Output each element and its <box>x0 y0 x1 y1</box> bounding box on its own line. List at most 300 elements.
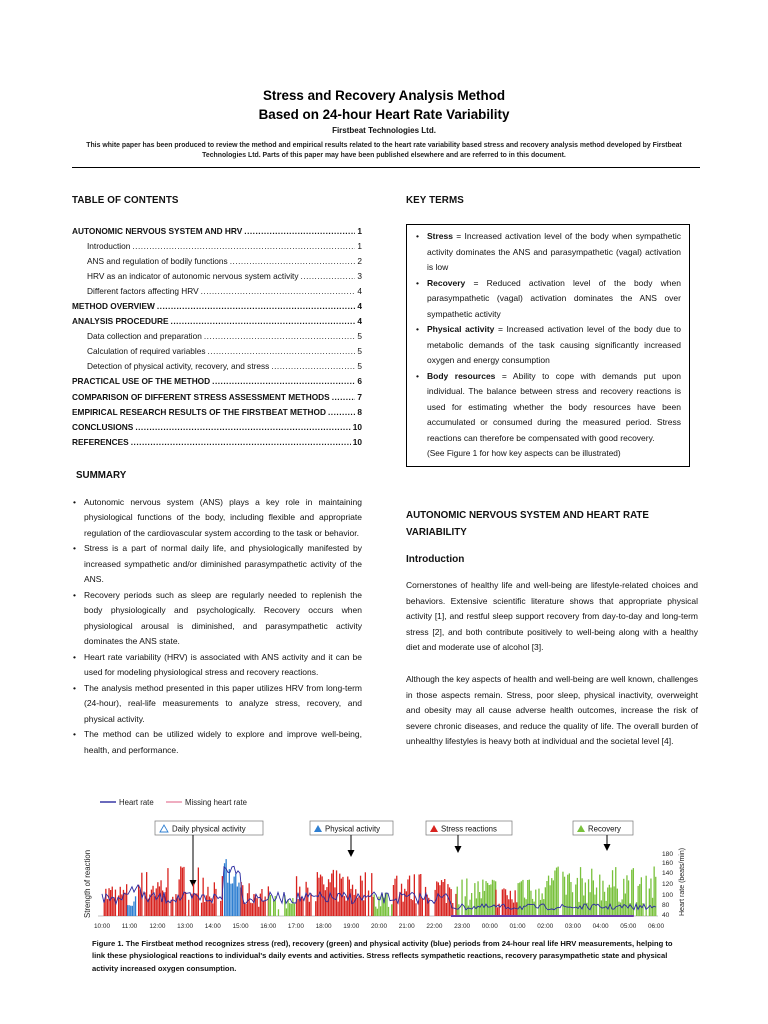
summary-heading: SUMMARY <box>76 469 127 481</box>
stress-bar <box>156 888 157 916</box>
stress-bar <box>455 894 456 916</box>
stress-bar <box>515 890 516 916</box>
recovery-bar <box>519 883 520 917</box>
callout-daily-physical-activity <box>155 821 263 887</box>
stress-bar <box>507 895 508 916</box>
stress-bar <box>354 895 355 916</box>
stress-bar <box>252 903 253 916</box>
stress-bar <box>180 866 181 916</box>
recovery-bar <box>655 877 656 916</box>
stress-bar <box>439 885 440 916</box>
activity-bar <box>226 859 227 916</box>
sleep-baseline <box>451 915 634 917</box>
paper-header <box>0 86 768 161</box>
paper-title-line1: Stress and Recovery Analysis Method <box>262 88 506 103</box>
figure-1 <box>78 792 698 932</box>
stress-bar <box>188 900 189 916</box>
stress-bar <box>347 877 348 917</box>
stress-bar <box>325 890 326 916</box>
stress-bar <box>257 898 258 916</box>
stress-bar <box>258 907 259 916</box>
recovery-bar <box>550 885 551 916</box>
x-tick: 00:00 <box>481 923 498 930</box>
x-tick: 14:00 <box>204 923 221 930</box>
recovery-bar <box>291 904 292 916</box>
recovery-bar <box>606 901 607 916</box>
stress-bar <box>318 878 319 916</box>
svg-text:Physical activity: Physical activity <box>325 824 381 834</box>
ans-section-heading: AUTONOMIC NERVOUS SYSTEM AND HEART RATE VARIABILITY <box>406 510 649 538</box>
svg-text:Daily physical activity: Daily physical activity <box>172 824 246 834</box>
activity-bar <box>238 883 239 916</box>
x-tick: 15:00 <box>232 923 249 930</box>
activity-bar <box>227 883 228 916</box>
stress-bar <box>338 902 339 916</box>
key-term-definition: = Increased activation level of the body due to metabolic demands of the task causing significantly increased oxygen and energy consumption <box>427 324 682 365</box>
stress-bar <box>339 874 340 916</box>
recovery-bar <box>489 885 490 916</box>
recovery-bar <box>273 901 274 916</box>
recovery-bar <box>628 880 629 916</box>
recovery-bar <box>631 870 632 916</box>
x-tick: 19:00 <box>343 923 360 930</box>
toc-entry[interactable]: Calculation of required variables ..... 5 <box>72 344 362 359</box>
recovery-bar <box>626 875 627 916</box>
recovery-bar <box>457 887 458 916</box>
recovery-bar <box>481 898 482 916</box>
stress-bar <box>196 894 197 917</box>
recovery-bar <box>527 880 528 916</box>
activity-bar <box>229 869 230 916</box>
stress-bar <box>164 896 165 916</box>
stress-bar <box>368 891 369 917</box>
key-terms-box <box>406 224 690 467</box>
stress-bar <box>336 870 337 916</box>
stress-bar <box>107 899 108 916</box>
stress-bar <box>415 903 416 916</box>
summary-item: • Autonomic nervous system (ANS) plays a key role in maintaining physiological functions of the body, including flexible and appropriate regulation of the cardiovascular system according to the task or behavior. <box>72 495 362 542</box>
stress-bar <box>212 903 213 916</box>
recovery-bar <box>289 903 290 916</box>
toc-entry[interactable]: HRV as an indicator of autonomic nervous system activity ..... 3 <box>72 269 362 284</box>
recovery-bar <box>538 889 539 916</box>
toc-entry[interactable]: AUTONOMIC NERVOUS SYSTEM AND HRV ..... 1 <box>72 224 362 239</box>
recovery-bar <box>641 877 642 916</box>
recovery-bar <box>553 880 554 916</box>
stress-bar <box>502 889 503 916</box>
key-term-definition: = Reduced activation level of the body when parasympathetic (vagal) activation dominates the ANS over sympathetic activity <box>427 277 681 319</box>
stress-bar <box>157 882 158 916</box>
toc-entry[interactable]: EMPIRICAL RESEARCH RESULTS OF THE FIRSTBEAT METHOD ..... 8 <box>72 405 362 420</box>
stress-bar <box>182 868 183 916</box>
key-terms-heading: KEY TERMS <box>406 195 464 206</box>
recovery-bar <box>526 899 527 916</box>
recovery-bar <box>535 890 536 916</box>
activity-bar <box>235 874 236 916</box>
stress-bar <box>404 889 405 916</box>
recovery-bar <box>623 879 624 916</box>
recovery-bar <box>540 900 541 916</box>
right-column <box>406 195 698 750</box>
key-term-name: Recovery <box>427 277 466 288</box>
y-tick: 160 <box>662 860 674 867</box>
activity-bar <box>135 896 136 916</box>
stress-bar <box>396 876 397 916</box>
recovery-bar <box>562 872 563 916</box>
recovery-bar <box>599 875 600 916</box>
recovery-bar <box>639 884 640 916</box>
toc-entry[interactable]: METHOD OVERVIEW ..... 4 <box>72 299 362 314</box>
recovery-bar <box>380 906 381 916</box>
stress-bar <box>154 896 155 916</box>
recovery-bar <box>572 892 573 916</box>
stress-bar <box>511 899 512 916</box>
y-tick: 100 <box>662 892 674 899</box>
recovery-bar <box>477 881 478 916</box>
activity-bar <box>230 884 231 916</box>
stress-recovery-chart <box>78 792 698 932</box>
callout-stress-reactions <box>426 821 512 853</box>
recovery-bar <box>532 899 533 916</box>
recovery-bar <box>614 886 615 916</box>
activity-bar <box>133 902 134 917</box>
x-tick: 11:00 <box>121 923 138 930</box>
recovery-bar <box>654 867 655 917</box>
stress-bar <box>358 896 359 916</box>
recovery-bar <box>546 881 547 916</box>
recovery-bar <box>484 891 485 916</box>
recovery-bar <box>391 904 392 916</box>
recovery-bar <box>458 904 459 916</box>
recovery-bar <box>518 883 519 916</box>
stress-bar <box>261 889 262 916</box>
recovery-bar <box>469 900 470 916</box>
recovery-bar <box>479 892 480 916</box>
stress-bar <box>497 907 498 916</box>
svg-text:Stress reactions: Stress reactions <box>441 824 497 834</box>
key-term-name: Stress <box>427 231 453 241</box>
recovery-bar <box>582 878 583 916</box>
recovery-bar <box>270 895 271 916</box>
x-tick: 16:00 <box>260 923 277 930</box>
recovery-bar <box>388 907 389 916</box>
recovery-bar <box>474 883 475 916</box>
body-paragraph: Although the key aspects of health and well-being are well known, challenges in those aspects remain. Stress, poor sleep, physical inactivity, overweight and obesity may all cause adverse health outcomes, increase the risk of severe chronic diseases, and reduce the quality of life. The overall burden of unhealthy lifestyles is heavy both at individual and the societal level [4]. <box>406 673 698 747</box>
stress-bar <box>195 893 196 916</box>
stress-bar <box>244 902 245 916</box>
x-tick: 02:00 <box>537 923 554 930</box>
toc-entry[interactable]: Data collection and preparation ..... 5 <box>72 329 362 344</box>
recovery-bar <box>529 880 530 916</box>
stress-bar <box>438 882 439 916</box>
stress-bar <box>152 886 153 916</box>
recovery-bar <box>530 891 531 916</box>
recovery-bar <box>545 887 546 916</box>
stress-bar <box>215 889 216 916</box>
recovery-bar <box>292 898 293 916</box>
stress-bar <box>346 901 347 916</box>
stress-bar <box>401 884 402 916</box>
x-tick: 23:00 <box>454 923 471 930</box>
stress-bar <box>315 901 316 916</box>
key-term-name: Body resources <box>427 370 496 381</box>
summary-item: • The analysis method presented in this paper utilizes HRV from long-term (24-hour), real-life measurements to analyze stress, recovery, and physical activity. <box>72 681 362 728</box>
introduction-heading: Introduction <box>406 554 465 565</box>
toc-entry[interactable]: COMPARISON OF DIFFERENT STRESS ASSESSMENT METHODS ..... 7 <box>72 390 362 405</box>
recovery-bar <box>294 904 295 916</box>
recovery-bar <box>604 892 605 916</box>
white-paper-note: This white paper has been produced to review the method and empirical results related to the heart rate variability based stress and recovery analysis method developed by Firstbeat Technologies Ltd. Parts of this paper may have been published elsewhere and are referred to in this document. <box>86 142 682 159</box>
stress-bar <box>334 887 335 916</box>
stress-bar <box>302 898 303 916</box>
sleep-band <box>451 915 634 917</box>
recovery-bar <box>593 880 594 916</box>
stress-bar <box>510 891 511 916</box>
activity-bar <box>130 906 131 916</box>
summary-item: • Recovery periods such as sleep are regularly needed to replenish the body physiologically and psychologically. Recovery occurs when physiological arousal is diminished, and parasympathetic activity dominates the ANS state. <box>72 588 362 650</box>
recovery-bar <box>558 867 559 916</box>
summary-list <box>72 495 362 759</box>
key-term-definition: = Increased activation level of the body when sympathetic activity dominates the ANS and parasympathetic (vagal) activation is low <box>427 231 681 272</box>
legend-heart-rate-label: Heart rate <box>119 798 154 807</box>
recovery-bar <box>650 879 651 917</box>
y-tick: 40 <box>662 912 670 919</box>
toc-entry[interactable]: Detection of physical activity, recovery, and stress ..... 5 <box>72 359 362 374</box>
recovery-bar <box>638 886 639 916</box>
y-tick: 140 <box>662 870 674 877</box>
activity-bar <box>129 905 130 916</box>
recovery-bar <box>585 883 586 917</box>
recovery-bar <box>615 867 616 916</box>
key-term-item <box>415 229 681 276</box>
x-tick: 22:00 <box>426 923 443 930</box>
stress-bar <box>247 893 248 916</box>
recovery-bar <box>578 902 579 916</box>
stress-bar <box>406 891 407 916</box>
stress-bar <box>124 893 125 916</box>
stress-bar <box>503 888 504 916</box>
stress-bar <box>505 889 506 916</box>
toc-entry[interactable]: REFERENCES ..... 10 <box>72 435 362 450</box>
stress-bar <box>409 876 410 916</box>
recovery-bar <box>286 908 287 916</box>
recovery-bar <box>377 909 378 916</box>
x-tick: 05:00 <box>620 923 637 930</box>
stress-bar <box>513 903 514 916</box>
stress-bar <box>263 901 264 916</box>
stress-bar <box>201 903 202 916</box>
x-tick: 18:00 <box>315 923 332 930</box>
recovery-bar <box>522 880 523 916</box>
stress-bar <box>452 903 453 916</box>
left-column <box>72 195 362 758</box>
recovery-bar <box>521 881 522 916</box>
recovery-bar <box>607 888 608 917</box>
stress-bar <box>206 895 207 916</box>
recovery-bar <box>609 885 610 916</box>
recovery-bar <box>610 888 611 917</box>
y-tick: 120 <box>662 881 674 888</box>
stress-bar <box>333 870 334 916</box>
key-term-item <box>415 369 681 447</box>
stress-bar <box>317 872 318 916</box>
x-tick: 13:00 <box>177 923 194 930</box>
recovery-bar <box>649 889 650 917</box>
stress-bar <box>112 887 113 916</box>
x-tick: 04:00 <box>592 923 609 930</box>
toc-entry[interactable]: CONCLUSIONS ..... 10 <box>72 420 362 435</box>
recovery-bar <box>543 899 544 916</box>
legend-missing-label: Missing heart rate <box>185 798 247 807</box>
toc-entry[interactable]: PRACTICAL USE OF THE METHOD ..... 6 <box>72 374 362 389</box>
stress-bar <box>323 884 324 916</box>
y-axis-left-label: Strength of reaction <box>83 849 92 918</box>
stress-bar <box>209 897 210 917</box>
stress-bar <box>159 886 160 916</box>
y-axis-right-label: Heart rate (beats/min) <box>679 847 686 916</box>
recovery-bar <box>566 895 567 916</box>
toc-entry[interactable]: ANALYSIS PROCEDURE ..... 4 <box>72 314 362 329</box>
stress-bar <box>113 898 114 916</box>
stress-bar <box>495 890 496 916</box>
x-tick: 01:00 <box>509 923 526 930</box>
activity-bar <box>232 883 233 916</box>
recovery-bar <box>482 880 483 916</box>
stress-bar <box>441 880 442 916</box>
x-tick: 20:00 <box>371 923 387 930</box>
recovery-bar <box>620 903 621 917</box>
stress-bar <box>214 882 215 916</box>
stress-bar <box>146 872 147 916</box>
stress-bar <box>110 890 111 916</box>
recovery-bar <box>564 877 565 916</box>
key-term-name: Physical activity <box>427 324 495 334</box>
recovery-bar <box>471 893 472 916</box>
stress-bar <box>309 902 310 916</box>
key-term-item <box>415 276 681 323</box>
recovery-bar <box>618 902 619 916</box>
recovery-bar <box>596 888 597 917</box>
svg-text:Recovery: Recovery <box>588 824 621 834</box>
key-term-definition: = Ability to cope with demands put upon individual. The balance between stress and recovery reactions is used for estimating whether the body resources have been accumulated or consumed during the measured period. Stress reactions can therefore be compensated with good recovery. <box>427 370 682 443</box>
recovery-bar <box>569 873 570 916</box>
stress-bar <box>298 899 299 916</box>
x-tick: 06:00 <box>648 923 664 930</box>
stress-bar <box>307 888 308 916</box>
stress-bar <box>425 887 426 916</box>
activity-bar <box>132 906 133 916</box>
stress-bar <box>245 904 246 916</box>
stress-bar <box>203 878 204 916</box>
stress-bar <box>352 885 353 916</box>
toc-entry[interactable]: Different factors affecting HRV ..... 4 <box>72 284 362 299</box>
header-rule <box>72 167 700 168</box>
summary-item: • Stress is a part of normal daily life, and physiologically manifested by increased sympathetic and/or diminished parasympathetic activity of the ANS. <box>72 541 362 588</box>
recovery-bar <box>580 867 581 916</box>
activity-bar <box>237 887 238 917</box>
recovery-bar <box>602 881 603 916</box>
callout-physical-activity <box>310 821 393 857</box>
recovery-bar <box>466 879 467 917</box>
recovery-bar <box>485 881 486 916</box>
recovery-bar <box>287 900 288 916</box>
stress-bar <box>193 884 194 917</box>
recovery-bar <box>575 885 576 917</box>
stress-bar <box>306 882 307 916</box>
stress-bar <box>446 903 447 916</box>
stress-bar <box>357 898 358 916</box>
activity-bar <box>234 877 235 916</box>
summary-item: • The method can be utilized widely to explore and improve well-being, health, and performance. <box>72 727 362 758</box>
recovery-bar <box>590 892 591 916</box>
table-of-contents <box>72 224 362 450</box>
stress-bar <box>444 879 445 916</box>
stress-bar <box>344 896 345 916</box>
recovery-bar <box>570 882 571 916</box>
x-tick: 21:00 <box>398 923 415 930</box>
y-tick: 80 <box>662 902 670 909</box>
recovery-bar <box>617 889 618 916</box>
stress-bar <box>250 903 251 916</box>
figure-caption: Figure 1. The Firstbeat method recognizes stress (red), recovery (green) and physical activity (blue) periods from 24-hour real life HRV measurements, helping to link these physiological reactions to individual's daily events and activities. Stress reflects sympathetic reactions, recovery parasympathetic state and physical activity increased oxygen consumption. <box>92 939 673 973</box>
key-term-item <box>415 322 681 369</box>
stress-bar <box>120 887 121 916</box>
stress-bar <box>108 888 109 916</box>
stress-bar <box>198 868 199 917</box>
recovery-bar <box>461 880 462 916</box>
recovery-bar <box>465 896 466 916</box>
callout-recovery <box>573 821 633 851</box>
recovery-bar <box>567 875 568 916</box>
stress-bar <box>310 893 311 916</box>
x-tick: 17:00 <box>287 923 304 930</box>
stress-bar <box>151 890 152 916</box>
stress-bar <box>422 899 423 916</box>
toc-heading: TABLE OF CONTENTS <box>72 195 179 206</box>
stress-bar <box>204 902 205 916</box>
stress-bar <box>253 894 254 916</box>
y-tick: 180 <box>662 851 674 858</box>
stress-bar <box>167 868 168 916</box>
toc-entry[interactable]: Introduction ..... 1 <box>72 239 362 254</box>
stress-bar <box>363 900 364 916</box>
body-paragraph: Cornerstones of healthy life and well-being are lifestyle-related choices and behaviors. Extensive scientific literature shows that appropriate physical activity [1], and restful sleep support recovery from day-to-day and long-term stress [2], and both contribute positively to well-being along with a healthy diet and moderate use of alcohol [3]. <box>406 580 698 653</box>
recovery-bar <box>588 879 589 916</box>
recovery-bar <box>591 869 592 916</box>
activity-bar <box>127 905 128 916</box>
stress-bar <box>265 897 266 917</box>
recovery-bar <box>490 884 491 916</box>
recovery-bar <box>468 906 469 916</box>
recovery-bar <box>487 883 488 916</box>
stress-bar <box>412 900 413 916</box>
recovery-bar <box>375 907 376 916</box>
summary-item: • Heart rate variability (HRV) is associated with ANS activity and it can be used for modeling physiological stress and recovery reactions. <box>72 650 362 681</box>
key-terms-footnote: (See Figure 1 for how key aspects can be illustrated) <box>427 448 621 458</box>
stress-bar <box>447 884 448 916</box>
company-name: Firstbeat Technologies Ltd. <box>332 126 436 135</box>
x-tick: 12:00 <box>149 923 166 930</box>
stress-bar <box>411 899 412 916</box>
stress-bar <box>175 894 176 916</box>
recovery-bar <box>386 894 387 916</box>
stress-bar <box>162 891 163 917</box>
paper-title-line2: Based on 24-hour Heart Rate Variability <box>258 107 510 122</box>
stress-bar <box>360 876 361 916</box>
recovery-bar <box>374 894 375 916</box>
toc-entry[interactable]: ANS and regulation of bodily functions ..... 2 <box>72 254 362 269</box>
x-tick: 10:00 <box>94 923 110 930</box>
